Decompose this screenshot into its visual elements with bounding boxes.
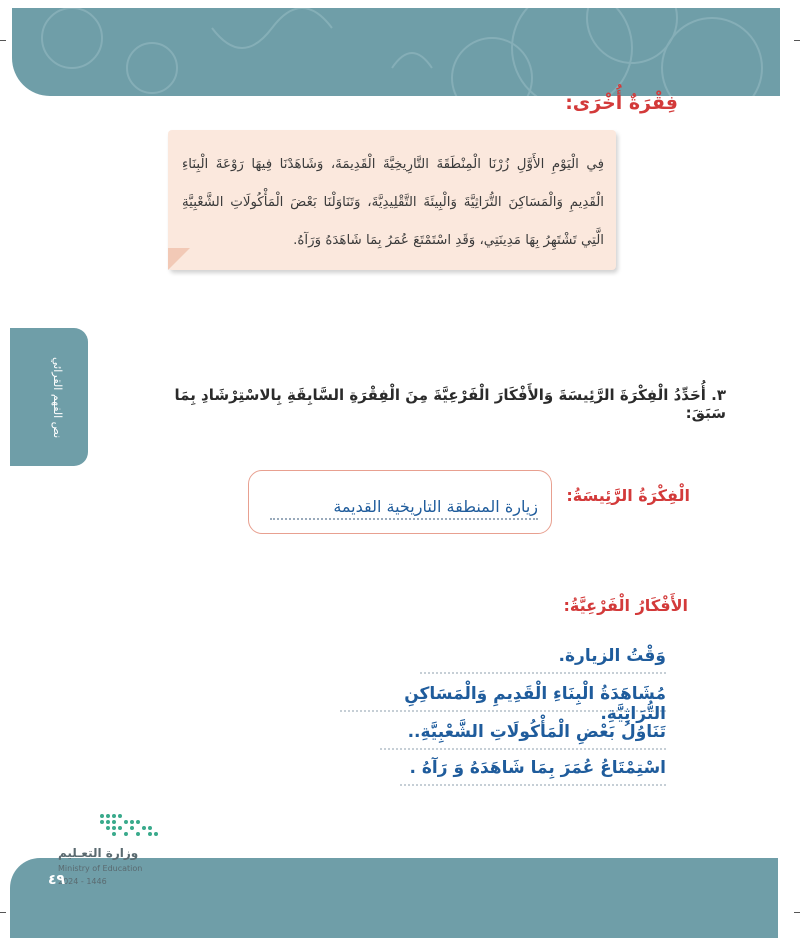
side-tab-label: نص الفهم القرائي (51, 356, 64, 439)
other-paragraph-heading: فِقْرَةٌ أُخْرَى: (565, 92, 678, 114)
answer-line (420, 672, 666, 674)
sub-ideas-label: الأَفْكَارُ الْفَرْعِيَّةُ: (563, 596, 688, 615)
answer-line (380, 748, 666, 750)
crop-mark (0, 912, 6, 913)
decorative-pattern-icon (12, 8, 780, 96)
sub-idea-item: مُشَاهَدَةُ الْبِنَاءِ الْقَدِيمِ وَالْمَسَاكِنِ التُّرَاثِيَّةِ. (404, 684, 666, 724)
crop-mark (794, 40, 800, 41)
sub-idea-item: اسْتِمْتَاعُ عُمَرَ بِمَا شَاهَدَهُ وَ رَآهُ . (409, 758, 666, 778)
ministry-logo-icon (98, 812, 162, 842)
paragraph-text: فِي الْيَوْمِ الأَوَّلِ زُرْنَا الْمِنْطَقَةَ التَّارِيخِيَّةَ الْقَدِيمَةَ، وَشَاهَدْنَا فِيهَا رَوْعَةَ الْبِنَاءِ الْقَدِيمِ وَالْمَسَاكِنَ التُّرَاثِيَّةَ وَالْبِيئَةَ التَّقْلِيدِيَّةَ، وَتَنَاوَلْنَا بَعْضَ الْمَأْكُولَاتِ الشَّعْبِيَّةِ الَّتِي تَشْتَهِرُ بِهَا مَدِينَتِي، وَقَدِ اسْتَمْتَعَ عُمَرُ بِمَا شَاهَدَهُ وَرَآهُ. (182, 157, 604, 248)
main-idea-label: الْفِكْرَةُ الرَّئِيسَةُ: (566, 486, 690, 505)
crop-mark (0, 40, 6, 41)
edition-year: 2024 - 1446 (58, 877, 107, 886)
sub-idea-item: وَقْتُ الزيارة. (558, 646, 666, 666)
answer-line (400, 784, 666, 786)
main-idea-answer: زيارة المنطقة التاريخية القديمة (270, 497, 538, 520)
header-band (12, 8, 780, 96)
sub-idea-item: تَنَاوُلُ بَعْضِ الْمَأْكُولَاتِ الشَّعْبِيَّةِ.. (407, 722, 666, 742)
ministry-name-english: Ministry of Education (58, 864, 143, 873)
question-3: ٣. أُحَدِّدُ الْفِكْرَةَ الرَّئِيسَةَ وَالأَفْكَارَ الْفَرْعِيَّةَ مِنَ الْفِقْرَةِ السَّابِقَةِ بِالاسْتِرْشَادِ بِمَا سَبَقَ: (174, 386, 726, 422)
crop-mark (794, 912, 800, 913)
page-number: ٤٩ (48, 872, 66, 888)
ministry-name-arabic: وزارة التعـليم (58, 846, 139, 860)
